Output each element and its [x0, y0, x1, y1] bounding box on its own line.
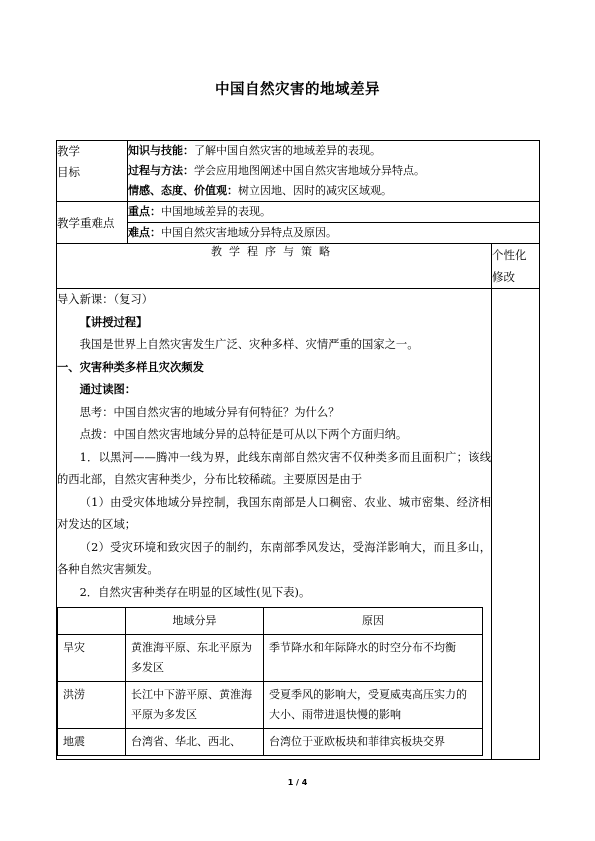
individual-modification-label — [492, 244, 540, 289]
disaster-reason: 台湾位于亚欧板块和菲律宾板块交界 — [264, 729, 483, 756]
objective-process-head: 过程与方法： — [128, 164, 194, 177]
disaster-type: 旱灾 — [58, 635, 126, 682]
point-2: 2．自然灾害种类存在明显的区域性(见下表)。 — [79, 585, 311, 599]
objective-emotion-head: 情感、态度、价值观： — [128, 184, 238, 197]
lecture-heading-text: 【讲授过程】 — [79, 315, 148, 329]
key-point-cell — [128, 202, 540, 223]
hint-line: 点拨：中国自然灾害地域分异的总特征是可从以下两个方面归纳。 — [79, 428, 408, 441]
objective-knowledge — [128, 141, 539, 161]
disaster-region: 黄淮海平原、东北平原为多发区 — [126, 635, 264, 682]
point-1-sub-2: （2）受灾环境和致灾因子的制约，东南部季风发达，受海洋影响大，而且多山，各种自然灾害频发。 — [57, 540, 491, 576]
point-1: 1．以黑河——腾冲一线为界，此线东南部自然灾害不仅种类多而且面积广；该线的西北部，自然灾害种类少，分布比较稀疏。主要原因是由于 — [57, 450, 491, 486]
objectives-label-line1: 教学 — [57, 144, 80, 158]
objectives-label-line2: 目标 — [57, 165, 80, 179]
think-line: 思考：中国自然灾害的地域分异有何特征？为什么？ — [79, 405, 340, 419]
section-1-heading-text: 一、灾害种类多样且灾次频发 — [57, 360, 204, 374]
disaster-table-header-region: 地域分异 — [126, 608, 264, 635]
procedure-body-row — [57, 289, 540, 760]
disaster-type: 洪涝 — [58, 682, 126, 729]
page-title: 中国自然灾害的地域差异 — [215, 82, 380, 98]
disaster-table-header — [58, 608, 483, 635]
difficult-point-text: 中国自然灾害地域分异特点及原因。 — [161, 226, 337, 239]
read-map-text: 通过读图： — [79, 383, 137, 396]
point-1-sub-1: （1）由受灾体地域分异控制，我国东南部是人口稠密、农业、城市密集、经济相对发达的区域； — [57, 495, 491, 531]
individual-label-line1: 个性化 — [492, 248, 527, 262]
difficult-point-cell — [128, 223, 540, 244]
read-map-line — [57, 379, 491, 402]
disaster-table — [57, 607, 483, 756]
intro-line: 导入新课：（复习） — [57, 293, 154, 306]
objective-emotion-text: 树立因地、因时的减灾区域观。 — [238, 184, 392, 197]
section-1-heading — [57, 357, 491, 380]
table-row — [58, 682, 483, 729]
disaster-region: 长江中下游平原、黄淮海平原为多发区 — [126, 682, 264, 729]
disaster-table-header-type — [58, 608, 126, 635]
disaster-table-header-reason: 原因 — [264, 608, 483, 635]
difficult-point-head: 难点： — [128, 226, 161, 239]
disaster-type: 地震 — [58, 729, 126, 756]
difficult-point-row — [57, 223, 540, 244]
key-point-row — [57, 202, 540, 223]
key-point-head: 重点： — [128, 205, 161, 218]
page-number: 1 / 4 — [287, 778, 308, 787]
lesson-plan-table — [56, 140, 540, 760]
disaster-region: 台湾省、华北、西北、 — [126, 729, 264, 756]
procedure-header-row — [57, 244, 540, 289]
paragraph-1: 我国是世界上自然灾害发生广泛、灾种多样、灾情严重的国家之一。 — [79, 338, 419, 351]
objective-emotion — [128, 181, 539, 201]
lecture-heading — [57, 312, 491, 335]
procedure-body — [57, 289, 492, 760]
objective-process — [128, 161, 539, 181]
individual-label-line2: 修改 — [492, 270, 515, 284]
disaster-reason: 受夏季风的影响大，受夏威夷高压实力的大小、雨带进退快慢的影响 — [264, 682, 483, 729]
table-row — [58, 635, 483, 682]
disaster-reason: 季节降水和年际降水的时空分布不均衡 — [264, 635, 483, 682]
objective-knowledge-head: 知识与技能： — [128, 144, 194, 157]
objectives-content — [128, 141, 540, 202]
objective-knowledge-text: 了解中国自然灾害的地域差异的表现。 — [194, 144, 381, 157]
objective-process-text: 学会应用地图阐述中国自然灾害地域分异特点。 — [194, 164, 425, 177]
key-points-label: 教学重难点 — [57, 202, 128, 244]
key-point-text: 中国地域差异的表现。 — [161, 205, 271, 218]
procedure-header: 教学程序与策略 — [57, 244, 492, 289]
objectives-row — [57, 141, 540, 202]
individual-modification-cell — [492, 289, 540, 760]
table-row — [58, 729, 483, 756]
objectives-label — [57, 141, 128, 202]
